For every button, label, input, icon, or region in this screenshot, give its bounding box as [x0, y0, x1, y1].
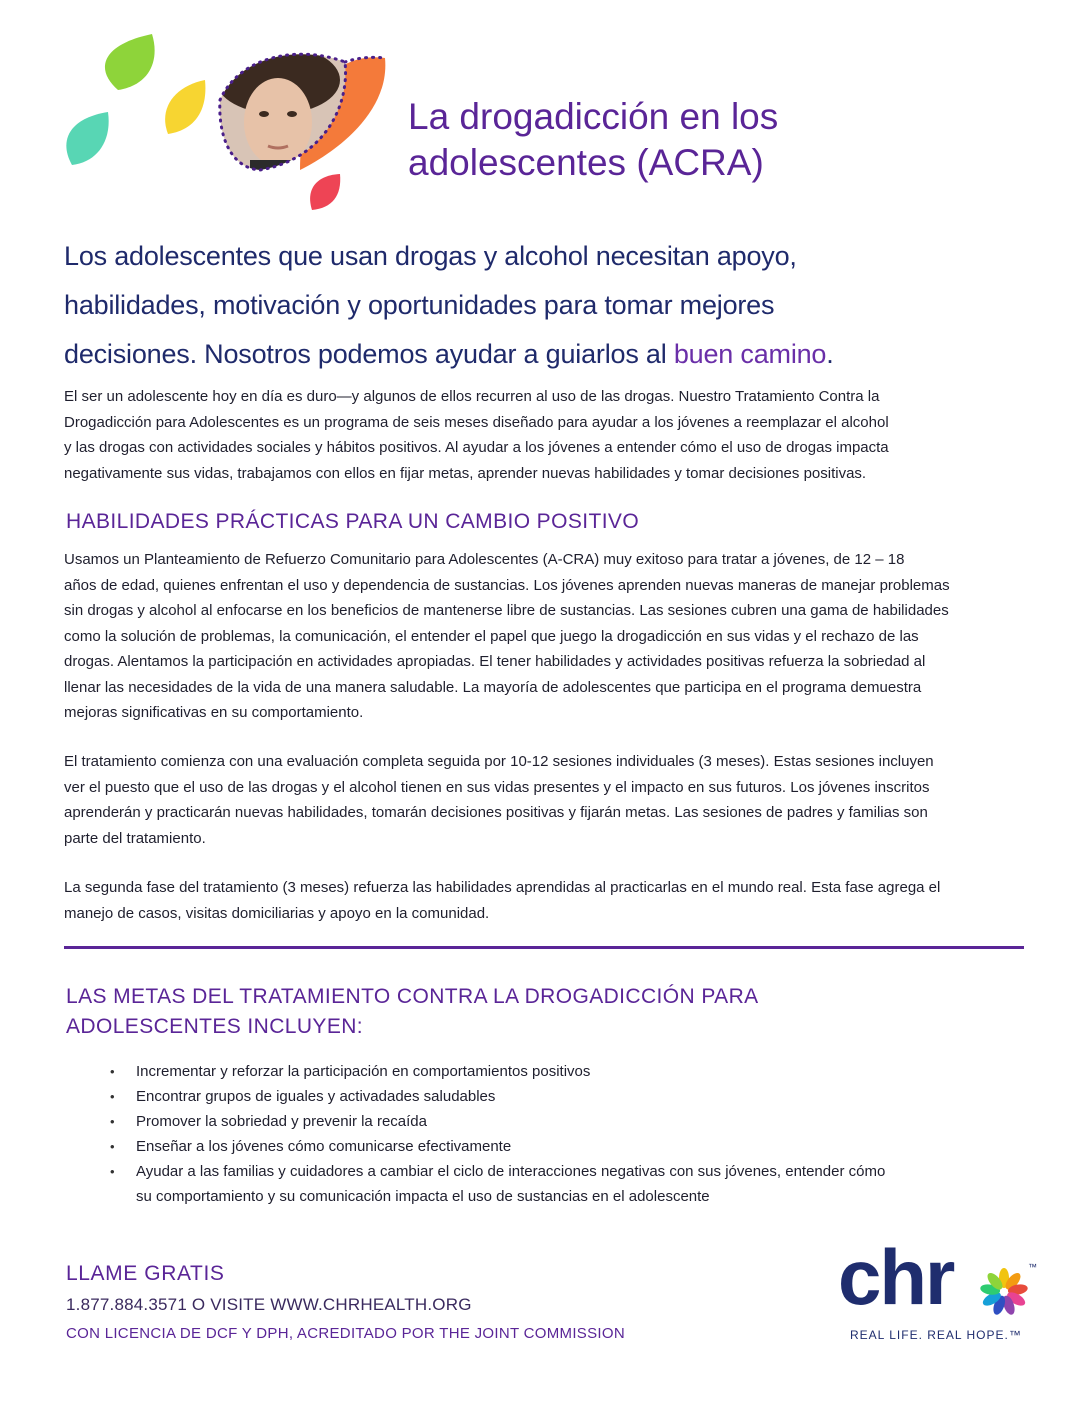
goals-heading: LAS METAS DEL TRATAMIENTO CONTRA LA DROGADICCIÓN PARA ADOLESCENTES INCLUYEN: [66, 985, 759, 1038]
list-item: • Encontrar grupos de iguales y activadades saludables [108, 1084, 1008, 1109]
title-line: adolescentes (ACRA) [408, 142, 764, 183]
logo-tagline: REAL LIFE. REAL HOPE.™ [850, 1328, 1022, 1342]
skills-heading: HABILIDADES PRÁCTICAS PARA UN CAMBIO POSITIVO [66, 510, 640, 533]
title-line: La drogadicción en los [408, 96, 779, 137]
green-leaf-icon [105, 34, 155, 90]
skills-paragraph-2: El tratamiento comienza con una evaluación completa seguida por 10-12 sesiones individuales (3 meses). Estas sesiones incluyen ver el puesto que el uso de las drogas y el alcohol tienen en sus vidas presentes y el impacto en sus futuros. Los jóvenes inscritos aprenderán y practicarán nuevas habilidades, tomarán decisiones positivas y fijarán metas. Las sesiones de padres y familias son parte del tratamiento. [64, 753, 934, 847]
lead-statement [64, 232, 1054, 379]
contact-line: 1.877.884.3571 O VISITE WWW.CHRHEALTH.ORG [66, 1295, 472, 1314]
goals-list [108, 1059, 1008, 1209]
teal-leaf-icon [66, 112, 108, 165]
license-line: CON LICENCIA DE DCF Y DPH, ACREDITADO POR THE JOINT COMMISSION [66, 1325, 625, 1342]
list-item: • Enseñar a los jóvenes cómo comunicarse efectivamente [108, 1134, 1008, 1159]
skills-paragraph-1: Usamos un Planteamiento de Refuerzo Comunitario para Adolescentes (A-CRA) muy exitoso para tratar a jóvenes, de 12 – 18 años de edad, quienes enfrentan el uso y dependencia de sustancias. Los jóvenes aprenden nuevas maneras de manejar problemas sin drogas y alcohol al enfocarse en los beneficios de mantenerse libre de sustancias. Las sesiones cubren una gama de habilidades como la solución de problemas, la comunicación, el entender el papel que juego la drogadicción en sus vidas y el rechazo de las drogas. Alentamos la participación en actividades apropiadas. El tener habilidades y actividades positivas refuerza la sobriedad al llenar las necesidades de la vida de una manera saludable. La mayoría de adolescentes que participa en el programa demuestra mejoras significativas en su comportamiento. [64, 551, 950, 721]
page-title [408, 94, 968, 186]
list-item: • Promover la sobriedad y prevenir la recaída [108, 1109, 1008, 1134]
lead-line: Los adolescentes que usan drogas y alcohol necesitan apoyo, [64, 241, 797, 271]
list-item: • Ayudar a las familias y cuidadores a cambiar el ciclo de interacciones negativas con sus jóvenes, entender cómo su comportamiento y su comunicación impacta el uso de sustancias en el adolescente [108, 1159, 1008, 1209]
lead-highlight: buen camino [673, 339, 827, 369]
lead-line: decisiones. Nosotros podemos ayudar a guiarlos al buen camino. [64, 339, 834, 369]
red-leaf-icon [310, 174, 340, 210]
list-item: • Incrementar y reforzar la participación en comportamientos positivos [108, 1059, 1008, 1084]
yellow-leaf-icon [165, 80, 205, 134]
chr-flower-logo-icon [978, 1266, 1030, 1318]
chr-logo-wordmark: chr [838, 1233, 954, 1321]
section-divider [64, 946, 1024, 949]
intro-paragraph: El ser un adolescente hoy en día es duro—y algunos de ellos recurren al uso de las drogas. Nuestro Tratamiento Contra la Drogadicción para Adolescentes es un programa de seis meses diseñado para ayudar a los jóvenes a reemplazar el alcohol y las drogas con actividades sociales y hábitos positivos. Al ayudar a los jóvenes a entender cómo el uso de drogas impacta negativamente sus vidas, trabajamos con ellos en fijar metas, aprender nuevas habilidades y tomar decisiones positivas. [64, 388, 889, 482]
skills-paragraph-3: La segunda fase del tratamiento (3 meses) refuerza las habilidades aprendidas al practicarlas en el mundo real. Esta fase agrega el manejo de casos, visitas domiciliarias y apoyo en la comunidad. [64, 879, 941, 922]
trademark-mark: ™ [1028, 1262, 1037, 1272]
leaf-decoration-icon [0, 0, 420, 230]
call-free-label: LLAME GRATIS [66, 1262, 225, 1285]
lead-line: habilidades, motivación y oportunidades para tomar mejores [64, 290, 775, 320]
teen-portrait-icon [210, 40, 360, 180]
